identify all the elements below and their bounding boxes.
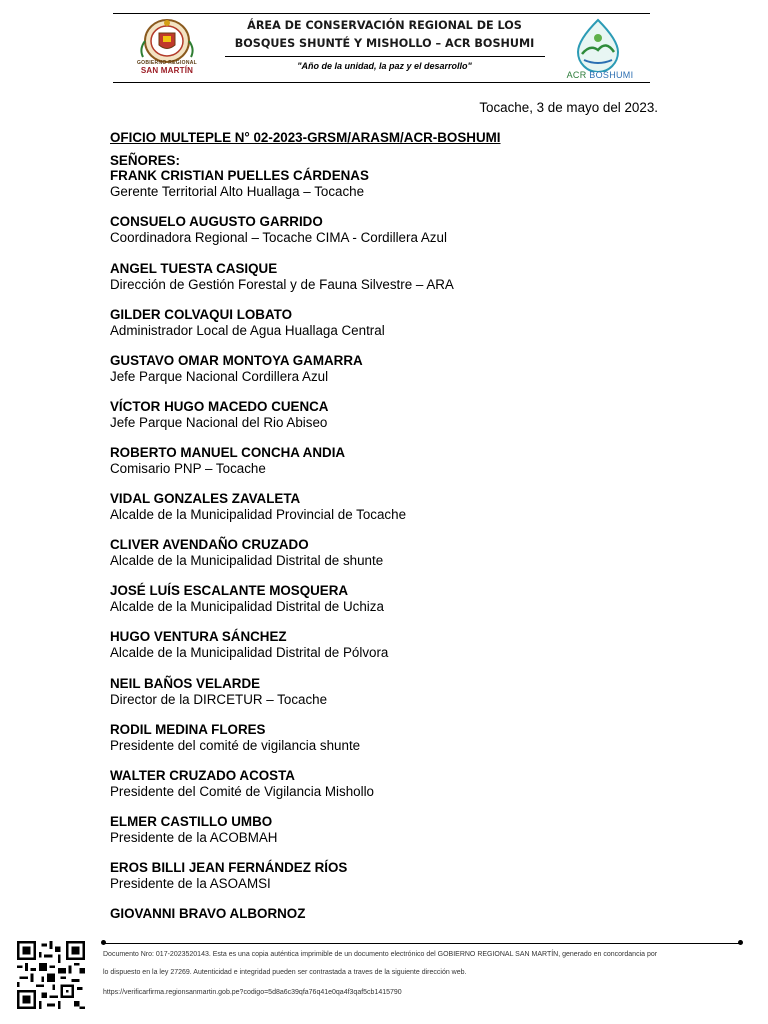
recipient-role: Administrador Local de Agua Huallaga Central: [110, 323, 385, 338]
recipient-name: ELMER CASTILLO UMBO: [110, 814, 273, 829]
footer-notice-line2: lo dispuesto en la ley 27269. Autenticidad e integridad pueden ser contrastada a traves de la siguiente dirección web.: [103, 969, 467, 976]
letter-date: Tocache, 3 de mayo del 2023.: [479, 100, 658, 115]
recipient-name: FRANK CRISTIAN PUELLES CÁRDENAS: [110, 168, 369, 183]
acr-boshumi-logo-text: ACR BOSHUMI: [566, 70, 634, 80]
recipient-role: Gerente Territorial Alto Huallaga – Tocache: [110, 184, 365, 199]
recipient-name: EROS BILLI JEAN FERNÁNDEZ RÍOS: [110, 860, 348, 875]
recipient-name: HUGO VENTURA SÁNCHEZ: [110, 629, 287, 644]
recipient-role: Alcalde de la Municipalidad Distrital de Pólvora: [110, 645, 389, 660]
header-bottom-rule: [113, 82, 650, 83]
recipient-name: ROBERTO MANUEL CONCHA ANDIA: [110, 445, 346, 460]
recipient-name: CONSUELO AUGUSTO GARRIDO: [110, 214, 323, 229]
recipient-role: Dirección de Gestión Forestal y de Fauna Silvestre – ARA: [110, 277, 454, 292]
recipient-role: Director de la DIRCETUR – Tocache: [110, 692, 328, 707]
recipient-entry: [110, 768, 374, 800]
footer-notice-line1: Documento Nro: 017-2023520143. Esta es una copia auténtica imprimible de un documento electrónico del GOBIERNO REGIONAL SAN MARTÍN, generado en concordancia por: [103, 951, 658, 958]
header-title-separator: [225, 56, 545, 57]
footer-rule-dot-right: [738, 940, 743, 945]
recipient-entry: [110, 214, 447, 246]
recipient-entry: [110, 307, 385, 339]
recipient-entry: [110, 168, 369, 200]
recipient-entry: [110, 491, 406, 523]
verification-qr-code: [17, 941, 85, 1009]
seal-caption-lower: SAN MARTÍN: [140, 66, 194, 75]
footer-verification-url[interactable]: https://verificarfirma.regionsanmartin.gob.pe?codigo=5d8a6c39qfa76q41e0qa4f3qaf5cb1415790: [103, 989, 402, 996]
header-title-line1: ÁREA DE CONSERVACIÓN REGIONAL DE LOS: [247, 19, 522, 32]
recipient-entry: [110, 537, 383, 569]
recipient-name: VÍCTOR HUGO MACEDO CUENCA: [110, 399, 329, 414]
recipient-entry: [110, 722, 360, 754]
recipient-role: Presidente de la ASOAMSI: [110, 876, 271, 891]
footer-rule-dot-left: [101, 940, 106, 945]
recipient-name: JOSÉ LUÍS ESCALANTE MOSQUERA: [110, 583, 349, 598]
recipient-role: Alcalde de la Municipalidad Distrital de shunte: [110, 553, 384, 568]
recipient-entry: [110, 906, 305, 922]
recipient-entry: [110, 261, 454, 293]
recipient-entry: [110, 860, 347, 892]
recipient-name: NEIL BAÑOS VELARDE: [110, 676, 261, 691]
recipient-entry: [110, 629, 388, 661]
recipient-role: Jefe Parque Nacional del Rio Abiseo: [110, 415, 328, 430]
recipient-name: VIDAL GONZALES ZAVALETA: [110, 491, 301, 506]
recipient-entry: [110, 814, 277, 846]
recipient-entry: [110, 353, 363, 385]
recipient-role: Presidente del comité de vigilancia shunte: [110, 738, 361, 753]
acr-boshumi-logo: [566, 18, 630, 72]
recipient-role: Coordinadora Regional – Tocache CIMA - Cordillera Azul: [110, 230, 447, 245]
recipient-entry: [110, 445, 345, 477]
header-title-line2: BOSQUES SHUNTÉ Y MISHOLLO – ACR BOSHUMI: [234, 37, 535, 50]
recipient-name: CLIVER AVENDAÑO CRUZADO: [110, 537, 309, 552]
recipient-role: Presidente de la ACOBMAH: [110, 830, 278, 845]
recipient-role: Presidente del Comité de Vigilancia Mishollo: [110, 784, 374, 799]
recipient-entry: [110, 583, 384, 615]
recipient-entry: [110, 676, 327, 708]
recipient-role: Comisario PNP – Tocache: [110, 461, 266, 476]
recipient-name: ANGEL TUESTA CASIQUE: [110, 261, 278, 276]
recipient-role: Jefe Parque Nacional Cordillera Azul: [110, 369, 329, 384]
recipient-name: GILDER COLVAQUI LOBATO: [110, 307, 293, 322]
recipient-role: Alcalde de la Municipalidad Provincial de Tocache: [110, 507, 407, 522]
seal-caption-upper: GOBIERNO REGIONAL: [136, 60, 198, 66]
recipient-entry: [110, 399, 328, 431]
footer-rule: [103, 943, 740, 944]
recipient-name: GUSTAVO OMAR MONTOYA GAMARRA: [110, 353, 363, 368]
letter-salutation: SEÑORES:: [110, 153, 180, 168]
recipient-name: GIOVANNI BRAVO ALBORNOZ: [110, 906, 306, 921]
letter-reference: OFICIO MULTEPLE N° 02-2023-GRSM/ARASM/ACR-BOSHUMI: [110, 130, 501, 145]
recipient-role: Alcalde de la Municipalidad Distrital de Uchiza: [110, 599, 384, 614]
recipient-name: WALTER CRUZADO ACOSTA: [110, 768, 295, 783]
recipient-name: RODIL MEDINA FLORES: [110, 722, 266, 737]
header-top-rule: [113, 13, 650, 14]
header-motto: "Año de la unidad, la paz y el desarrollo": [297, 61, 472, 71]
